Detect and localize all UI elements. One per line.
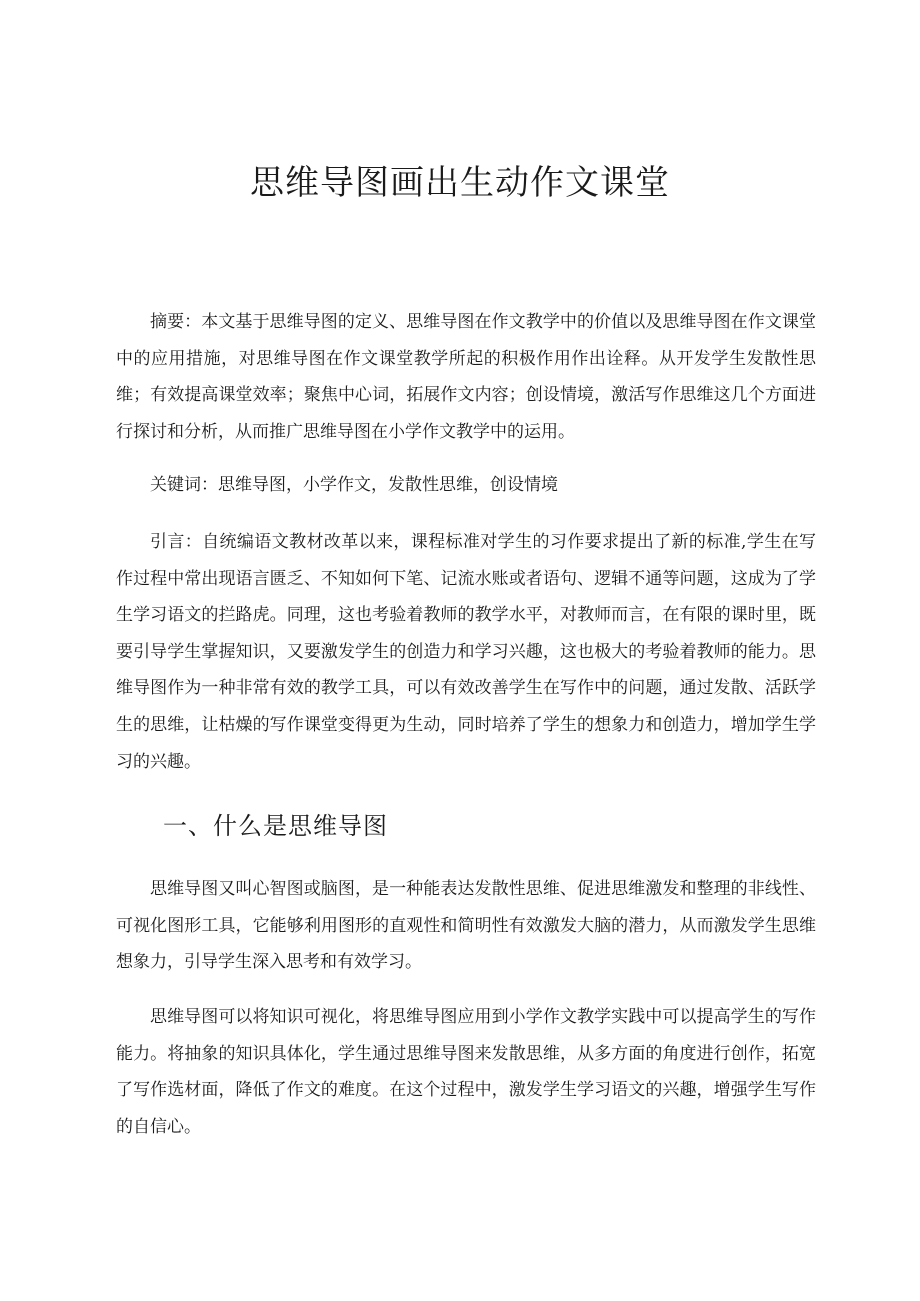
introduction-paragraph: 引言：自统编语文教材改革以来，课程标准对学生的习作要求提出了新的标准,学生在写作过程中常出现语言匮乏、不知如何下笔、记流水账或者语句、逻辑不通等问题，这成为了学生学习语文的拦路虎。同理，这也考验着教师的教学水平，对教师而言，在有限的课时里，既要引导学生掌握知识，又要激发学生的创造力和学习兴趣，这也极大的考验着教师的能力。思维导图作为一种非常有效的教学工具，可以有效改善学生在写作中的问题，通过发散、活跃学生的思维，让枯燥的写作课堂变得更为生动，同时培养了学生的想象力和创造力，增加学生学习的兴趣。 xyxy=(116,532,816,772)
abstract-paragraph: 摘要：本文基于思维导图的定义、思维导图在作文教学中的价值以及思维导图在作文课堂中的应用措施，对思维导图在作文课堂教学所起的积极作用作出诠释。从开发学生发散性思维；有效提高课堂效率；聚焦中心词，拓展作文内容；创设情境，激活写作思维这几个方面进行探讨和分析，从而推广思维导图在小学作文教学中的运用。 xyxy=(116,312,816,442)
section1-paragraph-2: 思维导图可以将知识可视化，将思维导图应用到小学作文教学实践中可以提高学生的写作能力。将抽象的知识具体化，学生通过思维导图来发散思维，从多方面的角度进行创作，拓宽了写作选材面，降低了作文的难度。在这个过程中，激发学生学习语文的兴趣，增强学生写作的自信心。 xyxy=(116,1007,816,1137)
section-heading-what-is-mind-map: 一、什么是思维导图 xyxy=(163,812,388,840)
document-title: 思维导图画出生动作文课堂 xyxy=(250,163,670,203)
section1-paragraph-1: 思维导图又叫心智图或脑图，是一种能表达发散性思维、促进思维激发和整理的非线性、可视化图形工具，它能够利用图形的直观性和简明性有效激发大脑的潜力，从而激发学生思维想象力，引导学生深入思考和有效学习。 xyxy=(116,879,816,973)
keywords-paragraph: 关键词：思维导图，小学作文，发散性思维，创设情境 xyxy=(150,475,558,495)
